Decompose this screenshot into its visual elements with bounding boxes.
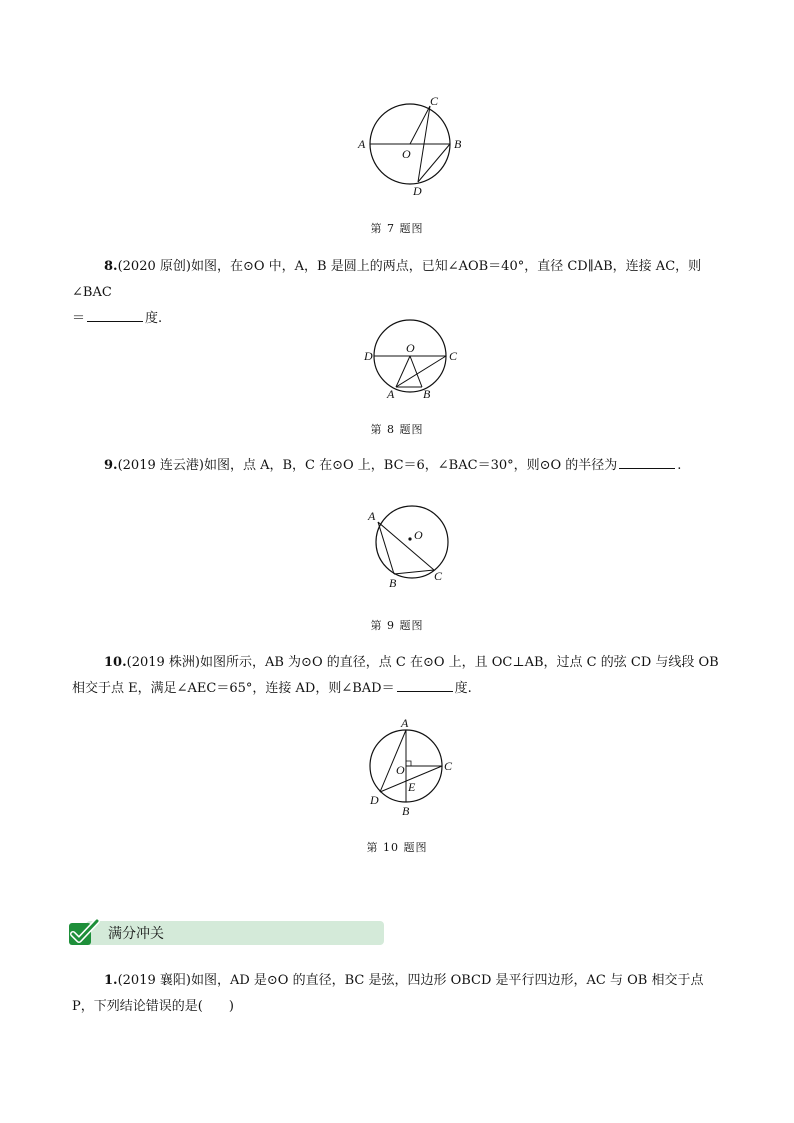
question-text-cont: P，下列结论错误的是( ) bbox=[72, 999, 234, 1014]
point-o-label: O bbox=[396, 763, 405, 777]
point-a-label: A bbox=[387, 387, 395, 401]
point-b-label: B bbox=[389, 576, 397, 590]
point-b-label: B bbox=[402, 804, 410, 818]
point-o-label: O bbox=[402, 147, 411, 161]
point-d-label: D bbox=[413, 184, 422, 198]
figure-8-caption: 第 8 题图 bbox=[370, 423, 424, 436]
center-point bbox=[408, 537, 411, 540]
circle-o bbox=[376, 506, 448, 578]
figure-7-diagram bbox=[354, 96, 466, 200]
point-c-label: C bbox=[444, 759, 453, 773]
figure-9-caption: 第 9 题图 bbox=[370, 619, 424, 632]
question-10 bbox=[72, 650, 728, 702]
point-c-label: C bbox=[430, 94, 439, 108]
answer-blank[interactable] bbox=[397, 677, 453, 692]
point-b-label: B bbox=[454, 137, 462, 151]
figure-10 bbox=[362, 716, 458, 820]
point-o-label: O bbox=[414, 528, 423, 542]
point-a-label: A bbox=[401, 716, 409, 730]
check-icon bbox=[68, 918, 100, 948]
figure-9-diagram bbox=[364, 504, 454, 592]
point-c-label: C bbox=[449, 349, 458, 363]
question-text-cont: 相交于点 E，满足∠AEC＝65°，连接 AD，则∠BAD＝ bbox=[72, 681, 395, 696]
chord-bc bbox=[394, 570, 434, 574]
question-text-end: . bbox=[677, 458, 682, 473]
figure-7 bbox=[354, 96, 466, 200]
question-9 bbox=[72, 453, 728, 479]
question-text: (2019 株洲)如图所示，AB 为⊙O 的直径，点 C 在⊙O 上，且 OC⊥AB，过点 C 的弦 CD 与线段 OB bbox=[126, 655, 719, 670]
point-c-label: C bbox=[434, 569, 443, 583]
answer-blank[interactable] bbox=[87, 307, 143, 322]
question-number: 9. bbox=[104, 458, 118, 473]
answer-blank[interactable] bbox=[619, 454, 675, 469]
point-a-label: A bbox=[368, 509, 376, 523]
point-e-label: E bbox=[408, 780, 416, 794]
figure-8 bbox=[360, 316, 464, 402]
question-number: 8. bbox=[104, 259, 118, 274]
question-text: (2019 襄阳)如图，AD 是⊙O 的直径，BC 是弦，四边形 OBCD 是平行四边形，AC 与 OB 相交于点 bbox=[117, 973, 704, 988]
figure-9 bbox=[364, 504, 454, 592]
figure-8-diagram bbox=[360, 316, 464, 402]
section-title: 满分冲关 bbox=[108, 926, 164, 942]
question-text-end: 度. bbox=[145, 311, 163, 326]
question-text-cont: ＝ bbox=[72, 311, 86, 326]
question-number: 1. bbox=[104, 973, 118, 988]
figure-7-caption: 第 7 题图 bbox=[370, 222, 424, 235]
point-b-label: B bbox=[423, 387, 431, 401]
question-number: 10. bbox=[104, 655, 127, 670]
point-o-label: O bbox=[406, 341, 415, 355]
question-section-1 bbox=[72, 968, 728, 1020]
question-text: (2019 连云港)如图，点 A，B，C 在⊙O 上，BC＝6，∠BAC＝30°，则⊙O 的半径为 bbox=[117, 458, 618, 473]
section-header bbox=[68, 918, 384, 948]
chord-ac bbox=[378, 522, 434, 570]
figure-10-caption: 第 10 题图 bbox=[366, 841, 428, 854]
point-d-label: D bbox=[370, 793, 379, 807]
right-angle-mark bbox=[406, 761, 411, 766]
point-a-label: A bbox=[358, 137, 366, 151]
point-d-label: D bbox=[364, 349, 373, 363]
figure-10-diagram bbox=[362, 716, 458, 820]
question-text-end: 度. bbox=[454, 681, 472, 696]
question-text: (2020 原创)如图，在⊙O 中，A，B 是圆上的两点，已知∠AOB＝40°，直径 CD∥AB，连接 AC，则∠BAC bbox=[72, 259, 702, 300]
